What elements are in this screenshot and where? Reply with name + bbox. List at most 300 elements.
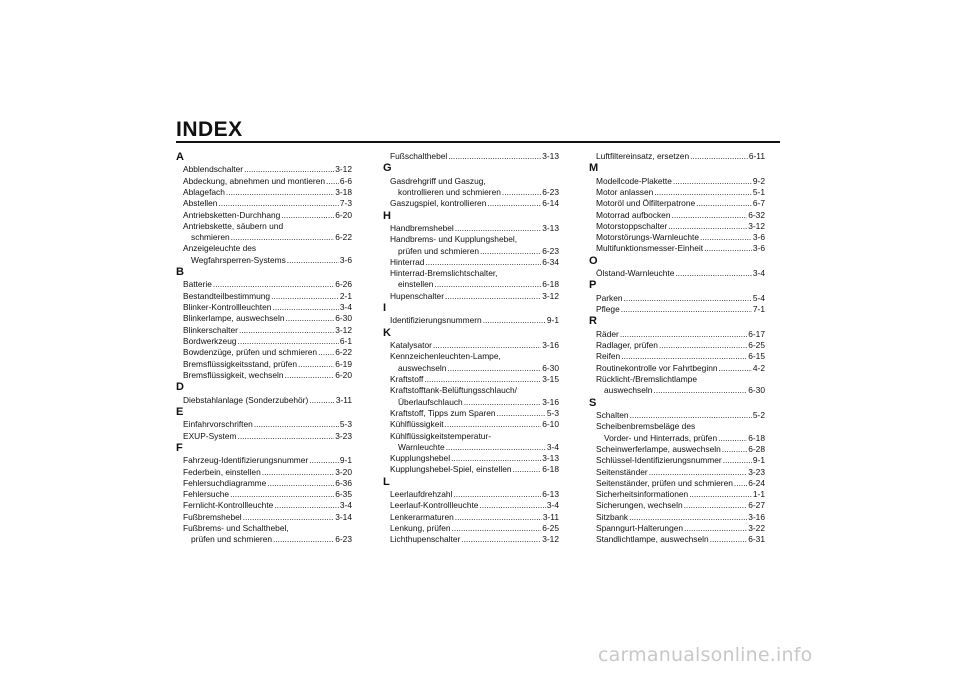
index-entry[interactable] bbox=[176, 302, 352, 313]
index-entry[interactable] bbox=[589, 268, 765, 279]
index-entry[interactable] bbox=[383, 340, 559, 351]
index-entry-page: 5-1 bbox=[752, 187, 765, 197]
index-entry-page: 6-26 bbox=[335, 279, 352, 290]
index-entry-text: Kraftstoff bbox=[390, 374, 424, 385]
leader-dots bbox=[213, 279, 334, 290]
leader-dots bbox=[309, 395, 335, 406]
leader-dots bbox=[487, 198, 541, 209]
index-entry-page: 6-30 bbox=[542, 362, 559, 373]
index-entry-text: Reifen bbox=[596, 351, 621, 362]
index-letter: K bbox=[383, 326, 391, 339]
index-entry-text: Motor anlassen bbox=[596, 187, 654, 197]
index-entry[interactable] bbox=[589, 198, 765, 209]
index-entry[interactable] bbox=[176, 198, 352, 209]
index-entry-page: 3-4 bbox=[546, 500, 559, 511]
index-entry-page: 6-30 bbox=[748, 385, 765, 396]
title-rule bbox=[176, 141, 780, 143]
leader-dots bbox=[672, 210, 748, 221]
index-entry[interactable] bbox=[589, 304, 765, 315]
index-entry-page: 6-18 bbox=[542, 279, 559, 290]
index-entry[interactable] bbox=[383, 223, 559, 234]
index-entry-text: Fußschalthebel bbox=[390, 151, 448, 161]
index-entry-heading: Fußbrems- und Schalthebel, bbox=[183, 523, 289, 534]
index-entry[interactable] bbox=[383, 512, 559, 523]
index-entry-page: 9-2 bbox=[752, 175, 765, 186]
index-entry-text: Ablagefach bbox=[183, 187, 225, 197]
leader-dots bbox=[700, 232, 752, 243]
leader-dots bbox=[696, 198, 752, 209]
leader-dots bbox=[238, 431, 335, 442]
index-entry-page: 3-14 bbox=[335, 511, 352, 522]
index-entry-text: Vorder- und Hinterrads, prüfen bbox=[604, 432, 718, 443]
leader-dots bbox=[455, 512, 542, 523]
leader-dots bbox=[653, 385, 747, 396]
index-entry-text: Hupenschalter bbox=[390, 290, 445, 301]
index-entry-text: Schalten bbox=[596, 410, 629, 421]
index-entry[interactable] bbox=[176, 489, 352, 500]
index-entry[interactable] bbox=[176, 325, 352, 336]
index-entry-text: Sicherheitsinformationen bbox=[596, 489, 689, 500]
index-entry-text: Abblendschalter bbox=[183, 164, 244, 175]
leader-dots bbox=[689, 489, 752, 500]
index-entry[interactable] bbox=[589, 293, 765, 304]
leader-dots bbox=[719, 363, 752, 374]
leader-dots bbox=[461, 534, 541, 545]
index-entry[interactable] bbox=[383, 489, 559, 500]
index-entry[interactable] bbox=[589, 176, 765, 187]
index-entry[interactable] bbox=[589, 534, 765, 545]
index-entry-page: 7-3 bbox=[339, 198, 352, 209]
leader-dots bbox=[434, 279, 541, 290]
index-entry-page: 2-1 bbox=[339, 290, 352, 301]
index-entry[interactable] bbox=[176, 455, 352, 466]
index-entry-page: 6-18 bbox=[748, 432, 765, 443]
index-entry-page: 6-24 bbox=[748, 477, 765, 488]
index-entry-text: Bestandteilbestimmung bbox=[183, 290, 271, 301]
index-entry-text: Lichthupenschalter bbox=[390, 534, 461, 545]
index-entry[interactable] bbox=[383, 176, 559, 199]
index-entry-text: Modellcode-Plakette bbox=[596, 175, 672, 186]
leader-dots bbox=[690, 151, 748, 162]
index-entry[interactable] bbox=[383, 534, 559, 545]
index-entry-heading: Rücklicht-/Bremslichtlampe bbox=[596, 374, 697, 385]
index-entry-page: 6-7 bbox=[752, 198, 765, 209]
index-entry-text: Blinker-Kontrollleuchten bbox=[183, 302, 272, 313]
index-letter: A bbox=[176, 151, 184, 163]
index-entry-text: Luftfiltereinsatz, ersetzen bbox=[596, 151, 690, 161]
index-entry-text: Radlager, prüfen bbox=[596, 340, 658, 351]
index-entry-heading: Antriebskette, säubern und bbox=[183, 220, 284, 231]
index-entry-text: Seitenständer, prüfen und schmieren bbox=[596, 477, 733, 488]
index-entry-page: 6-18 bbox=[542, 464, 559, 475]
index-entry-page: 6-30 bbox=[335, 313, 352, 324]
index-entry-text: Motoröl und Ölfilterpatrone bbox=[596, 198, 696, 209]
index-letter: S bbox=[589, 396, 597, 409]
index-entry-text: Bordwerkzeug bbox=[183, 335, 237, 346]
index-entry-page: 6-23 bbox=[335, 534, 352, 545]
index-entry[interactable] bbox=[176, 187, 352, 198]
index-entry-page: 5-4 bbox=[752, 292, 765, 303]
index-entry-text: Fernlicht-Kontrollleuchte bbox=[183, 500, 274, 511]
index-entry-text: Blinkerlampe, auswechseln bbox=[183, 313, 285, 324]
index-entry[interactable] bbox=[383, 257, 559, 268]
leader-dots bbox=[262, 467, 334, 478]
leader-dots bbox=[445, 419, 542, 430]
index-entry-text: Blinkerschalter bbox=[183, 324, 238, 335]
index-entry-page: 7-1 bbox=[752, 304, 765, 315]
index-entry-text: Leerlauf-Kontrollleuchte bbox=[390, 500, 479, 511]
index-entry[interactable] bbox=[589, 444, 765, 455]
leader-dots bbox=[718, 433, 747, 444]
index-entry-text: Bowdenzüge, prüfen und schmieren bbox=[183, 347, 318, 358]
leader-dots bbox=[464, 397, 542, 408]
index-entry-page: 4-2 bbox=[752, 362, 765, 373]
index-entry-text: Sicherungen, wechseln bbox=[596, 500, 683, 511]
index-entry-page: 3-20 bbox=[335, 466, 352, 477]
leader-dots bbox=[445, 291, 541, 302]
index-entry-page: 6-31 bbox=[748, 534, 765, 545]
index-entry[interactable] bbox=[176, 291, 352, 302]
leader-dots bbox=[629, 512, 747, 523]
index-entry-page: 6-35 bbox=[335, 489, 352, 500]
index-entry[interactable] bbox=[383, 234, 559, 257]
index-entry[interactable] bbox=[383, 151, 559, 162]
index-column-3 bbox=[589, 151, 765, 546]
leader-dots bbox=[433, 340, 541, 351]
leader-dots bbox=[659, 340, 747, 351]
leader-dots bbox=[446, 442, 546, 453]
leader-dots bbox=[722, 444, 747, 455]
index-entry-heading: Kraftstofftank-Belüftungsschlauch/ bbox=[390, 385, 517, 396]
index-entry-page: 6-23 bbox=[542, 245, 559, 256]
index-letter: G bbox=[383, 162, 392, 175]
index-entry[interactable] bbox=[383, 408, 559, 419]
index-entry-text: Identifizierungsnummern bbox=[390, 315, 482, 326]
index-entry-page: 6-19 bbox=[335, 358, 352, 369]
index-entry-text: Bremsflüssigkeitsstand, prüfen bbox=[183, 358, 298, 369]
index-entry[interactable] bbox=[176, 359, 352, 370]
index-entry-text: Fußbremshebel bbox=[183, 511, 242, 522]
leader-dots bbox=[272, 302, 338, 313]
index-entry[interactable] bbox=[176, 370, 352, 381]
index-entry[interactable] bbox=[383, 351, 559, 374]
leader-dots bbox=[684, 523, 747, 534]
index-entry[interactable] bbox=[589, 478, 765, 489]
index-entry[interactable] bbox=[589, 512, 765, 523]
index-entry-text: Einfahrvorschriften bbox=[183, 419, 253, 430]
leader-dots bbox=[425, 257, 541, 268]
index-entry-page: 3-23 bbox=[335, 430, 352, 441]
index-entry-text: Abstellen bbox=[183, 198, 218, 209]
index-letter: D bbox=[176, 381, 184, 394]
index-entry-page: 3-4 bbox=[752, 268, 765, 279]
index-entry-text: Gaszugspiel, kontrollieren bbox=[390, 198, 487, 209]
index-entry-text: Überlaufschlauch bbox=[398, 396, 463, 407]
index-entry-page: 6-34 bbox=[542, 256, 559, 267]
index-entry[interactable] bbox=[589, 351, 765, 362]
leader-dots bbox=[238, 336, 339, 347]
leader-dots bbox=[326, 176, 339, 187]
index-entry-page: 3-18 bbox=[335, 187, 352, 197]
index-entry[interactable] bbox=[589, 221, 765, 232]
index-entry[interactable] bbox=[176, 419, 352, 430]
index-entry-heading: Kühlflüssigkeitstemperatur- bbox=[390, 430, 492, 441]
leader-dots bbox=[502, 187, 541, 198]
index-entry-page: 6-14 bbox=[542, 198, 559, 209]
index-letter: H bbox=[383, 209, 391, 222]
index-entry[interactable] bbox=[176, 164, 352, 175]
index-entry-page: 6-23 bbox=[542, 187, 559, 197]
index-entry[interactable] bbox=[589, 232, 765, 243]
index-entry-text: Lenkerarmaturen bbox=[390, 511, 454, 522]
index-entry-page: 6-1 bbox=[339, 335, 352, 346]
index-entry-text: Batterie bbox=[183, 279, 212, 290]
index-entry[interactable] bbox=[589, 500, 765, 511]
leader-dots bbox=[451, 453, 541, 464]
index-entry-page: 5-3 bbox=[546, 407, 559, 418]
leader-dots bbox=[287, 255, 339, 266]
index-entry-text: Spanngurt-Halterungen bbox=[596, 523, 684, 534]
index-entry[interactable] bbox=[589, 340, 765, 351]
leader-dots bbox=[218, 198, 338, 209]
index-entry[interactable] bbox=[176, 512, 352, 523]
index-entry[interactable] bbox=[383, 500, 559, 511]
index-entry-page: 3-13 bbox=[542, 151, 559, 161]
index-entry-text: kontrollieren und schmieren bbox=[398, 187, 501, 197]
index-entry-text: Fehlersuchdiagramme bbox=[183, 477, 267, 488]
index-entry[interactable] bbox=[383, 464, 559, 475]
index-entry-text: Diebstahlanlage (Sonderzubehör) bbox=[183, 394, 309, 405]
index-entry-page: 6-28 bbox=[748, 443, 765, 454]
index-entry-text: Fahrzeug-Identifizierungsnummer bbox=[183, 455, 309, 466]
index-entry-heading: Kennzeichenleuchten-Lampe, bbox=[390, 351, 501, 362]
leader-dots bbox=[513, 464, 542, 475]
index-entry[interactable] bbox=[589, 374, 765, 397]
index-entry-text: Handbremshebel bbox=[390, 223, 454, 233]
index-entry-text: Kühlflüssigkeit bbox=[390, 419, 444, 430]
index-entry-text: Routinekontrolle vor Fahrtbeginn bbox=[596, 362, 718, 373]
index-entry[interactable] bbox=[176, 313, 352, 324]
index-entry-text: auswechseln bbox=[604, 385, 653, 396]
index-entry-text: Leerlaufdrehzahl bbox=[390, 489, 453, 500]
index-entry-page: 3-12 bbox=[748, 220, 765, 231]
index-entry-page: 3-6 bbox=[339, 254, 352, 265]
index-entry[interactable] bbox=[176, 176, 352, 187]
index-entry-page: 3-16 bbox=[748, 511, 765, 522]
leader-dots bbox=[274, 500, 339, 511]
index-entry-page: 3-16 bbox=[542, 340, 559, 351]
index-letter: E bbox=[176, 405, 184, 418]
leader-dots bbox=[630, 410, 752, 421]
index-entry-text: Seitenständer bbox=[596, 466, 648, 477]
index-entry-page: 3-12 bbox=[335, 164, 352, 175]
index-entry[interactable] bbox=[176, 210, 352, 221]
index-entry-text: Lenkung, prüfen bbox=[390, 523, 451, 534]
index-entry[interactable] bbox=[383, 431, 559, 454]
leader-dots bbox=[448, 151, 541, 162]
leader-dots bbox=[231, 232, 335, 243]
index-entry[interactable] bbox=[383, 315, 559, 326]
leader-dots bbox=[675, 268, 752, 279]
index-entry-text: Bremsflüssigkeit, wechseln bbox=[183, 369, 284, 380]
index-entry-text: Fehlersuche bbox=[183, 489, 230, 500]
index-entry[interactable] bbox=[589, 455, 765, 466]
index-entry[interactable] bbox=[383, 291, 559, 302]
index-entry-text: einstellen bbox=[398, 279, 434, 290]
index-entry-page: 5-3 bbox=[339, 419, 352, 430]
index-entry[interactable] bbox=[589, 421, 765, 444]
index-entry[interactable] bbox=[176, 478, 352, 489]
index-entry[interactable] bbox=[589, 329, 765, 340]
index-entry-text: EXUP-System bbox=[183, 430, 237, 441]
index-entry-page: 6-25 bbox=[542, 523, 559, 534]
leader-dots bbox=[273, 534, 334, 545]
index-entry-page: 3-22 bbox=[748, 523, 765, 534]
index-entry-text: Sitzbank bbox=[596, 511, 629, 522]
leader-dots bbox=[483, 315, 546, 326]
index-entry-text: Motorrad aufbocken bbox=[596, 209, 671, 220]
index-entry-text: Standlichtlampe, auswechseln bbox=[596, 534, 709, 545]
index-column-2 bbox=[383, 151, 559, 546]
index-entry-page: 9-1 bbox=[752, 455, 765, 466]
index-entry[interactable] bbox=[589, 243, 765, 254]
leader-dots bbox=[668, 221, 747, 232]
index-letter: M bbox=[589, 162, 599, 175]
index-entry[interactable] bbox=[383, 268, 559, 291]
index-entry-text: Ölstand-Warnleuchte bbox=[596, 268, 675, 279]
index-entry-page: 6-25 bbox=[748, 340, 765, 351]
index-entry-text: Scheinwerferlampe, auswechseln bbox=[596, 443, 721, 454]
index-entry-text: Kupplungshebel bbox=[390, 453, 451, 464]
index-entry-page: 3-4 bbox=[339, 302, 352, 313]
index-entry-page: 3-11 bbox=[542, 511, 559, 522]
index-entry-page: 6-27 bbox=[748, 500, 765, 511]
index-entry[interactable] bbox=[589, 210, 765, 221]
index-letter: O bbox=[589, 254, 598, 267]
index-entry-page: 3-23 bbox=[748, 466, 765, 477]
index-entry-page: 3-12 bbox=[335, 324, 352, 335]
index-entry-page: 6-22 bbox=[335, 232, 352, 243]
leader-dots bbox=[424, 374, 541, 385]
leader-dots bbox=[230, 489, 334, 500]
index-entry-page: 3-16 bbox=[542, 396, 559, 407]
index-entry-page: 9-1 bbox=[339, 455, 352, 466]
index-entry-page: 3-13 bbox=[542, 453, 559, 464]
leader-dots bbox=[267, 478, 334, 489]
leader-dots bbox=[226, 187, 334, 198]
index-entry-page: 3-6 bbox=[752, 232, 765, 243]
index-entry[interactable] bbox=[383, 523, 559, 534]
index-letter: F bbox=[176, 441, 183, 454]
index-entry[interactable] bbox=[589, 187, 765, 198]
index-entry[interactable] bbox=[589, 410, 765, 421]
index-entry[interactable] bbox=[176, 243, 352, 266]
index-letter: I bbox=[383, 302, 387, 315]
leader-dots bbox=[654, 187, 752, 198]
index-entry-page: 6-36 bbox=[335, 477, 352, 488]
index-entry-text: Motorstoppschalter bbox=[596, 220, 668, 231]
index-entry[interactable] bbox=[589, 363, 765, 374]
index-entry-text: Abdeckung, abnehmen und montieren bbox=[183, 175, 326, 186]
leader-dots bbox=[243, 512, 335, 523]
leader-dots bbox=[673, 176, 752, 187]
index-entry[interactable] bbox=[176, 279, 352, 290]
index-entry-text: schmieren bbox=[191, 232, 230, 243]
index-entry[interactable] bbox=[176, 467, 352, 478]
leader-dots bbox=[704, 243, 752, 254]
leader-dots bbox=[298, 359, 334, 370]
leader-dots bbox=[285, 370, 335, 381]
index-entry[interactable] bbox=[176, 431, 352, 442]
leader-dots bbox=[453, 489, 541, 500]
leader-dots bbox=[455, 223, 541, 234]
index-entry-page: 6-11 bbox=[748, 151, 765, 161]
index-entry-page: 6-6 bbox=[339, 175, 352, 186]
leader-dots bbox=[271, 291, 339, 302]
index-letter: R bbox=[589, 315, 597, 328]
index-entry-text: Räder bbox=[596, 328, 619, 339]
leader-dots bbox=[447, 363, 541, 374]
index-entry-text: Hinterrad bbox=[390, 256, 425, 267]
index-entry[interactable] bbox=[383, 385, 559, 408]
index-entry-text: prüfen und schmieren bbox=[398, 245, 480, 256]
index-entry[interactable] bbox=[176, 336, 352, 347]
index-entry-page: 3-4 bbox=[339, 500, 352, 511]
leader-dots bbox=[621, 304, 752, 315]
index-entry[interactable] bbox=[176, 221, 352, 244]
index-entry[interactable] bbox=[176, 523, 352, 546]
index-entry-page: 9-1 bbox=[546, 315, 559, 326]
index-entry-page: 3-13 bbox=[542, 223, 559, 233]
index-letter: L bbox=[383, 475, 390, 488]
leader-dots bbox=[497, 408, 546, 419]
index-entry-heading: Anzeigeleuchte des bbox=[183, 243, 257, 254]
leader-dots bbox=[254, 419, 339, 430]
index-letter: P bbox=[589, 279, 597, 292]
index-entry[interactable] bbox=[589, 523, 765, 534]
leader-dots bbox=[624, 293, 752, 304]
index-entry-text: Multifunktionsmesser-Einheit bbox=[596, 243, 704, 254]
index-entry-page: 6-20 bbox=[335, 369, 352, 380]
index-entry[interactable] bbox=[589, 467, 765, 478]
index-entry-text: Kraftstoff, Tipps zum Sparen bbox=[390, 407, 496, 418]
index-entry-page: 6-10 bbox=[542, 419, 559, 430]
leader-dots bbox=[244, 164, 334, 175]
index-entry-text: Federbein, einstellen bbox=[183, 466, 261, 477]
leader-dots bbox=[239, 325, 334, 336]
index-entry[interactable] bbox=[176, 500, 352, 511]
index-entry[interactable] bbox=[383, 374, 559, 385]
index-entry[interactable] bbox=[383, 453, 559, 464]
leader-dots bbox=[318, 347, 334, 358]
index-entry[interactable] bbox=[176, 347, 352, 358]
leader-dots bbox=[479, 500, 545, 511]
index-entry-page: 3-12 bbox=[542, 534, 559, 545]
index-entry-page: 6-15 bbox=[748, 351, 765, 362]
index-entry[interactable] bbox=[589, 489, 765, 500]
index-entry[interactable] bbox=[383, 198, 559, 209]
index-column-1 bbox=[176, 151, 352, 546]
index-entry-text: auswechseln bbox=[398, 362, 447, 373]
leader-dots bbox=[285, 313, 334, 324]
page-title: INDEX bbox=[176, 118, 243, 141]
index-entry[interactable] bbox=[383, 419, 559, 430]
index-entry[interactable] bbox=[176, 395, 352, 406]
index-entry-text: Antriebsketten-Durchhang bbox=[183, 209, 281, 220]
index-entry[interactable] bbox=[589, 151, 765, 162]
index-entry-page: 3-4 bbox=[546, 441, 559, 452]
leader-dots bbox=[710, 534, 748, 545]
